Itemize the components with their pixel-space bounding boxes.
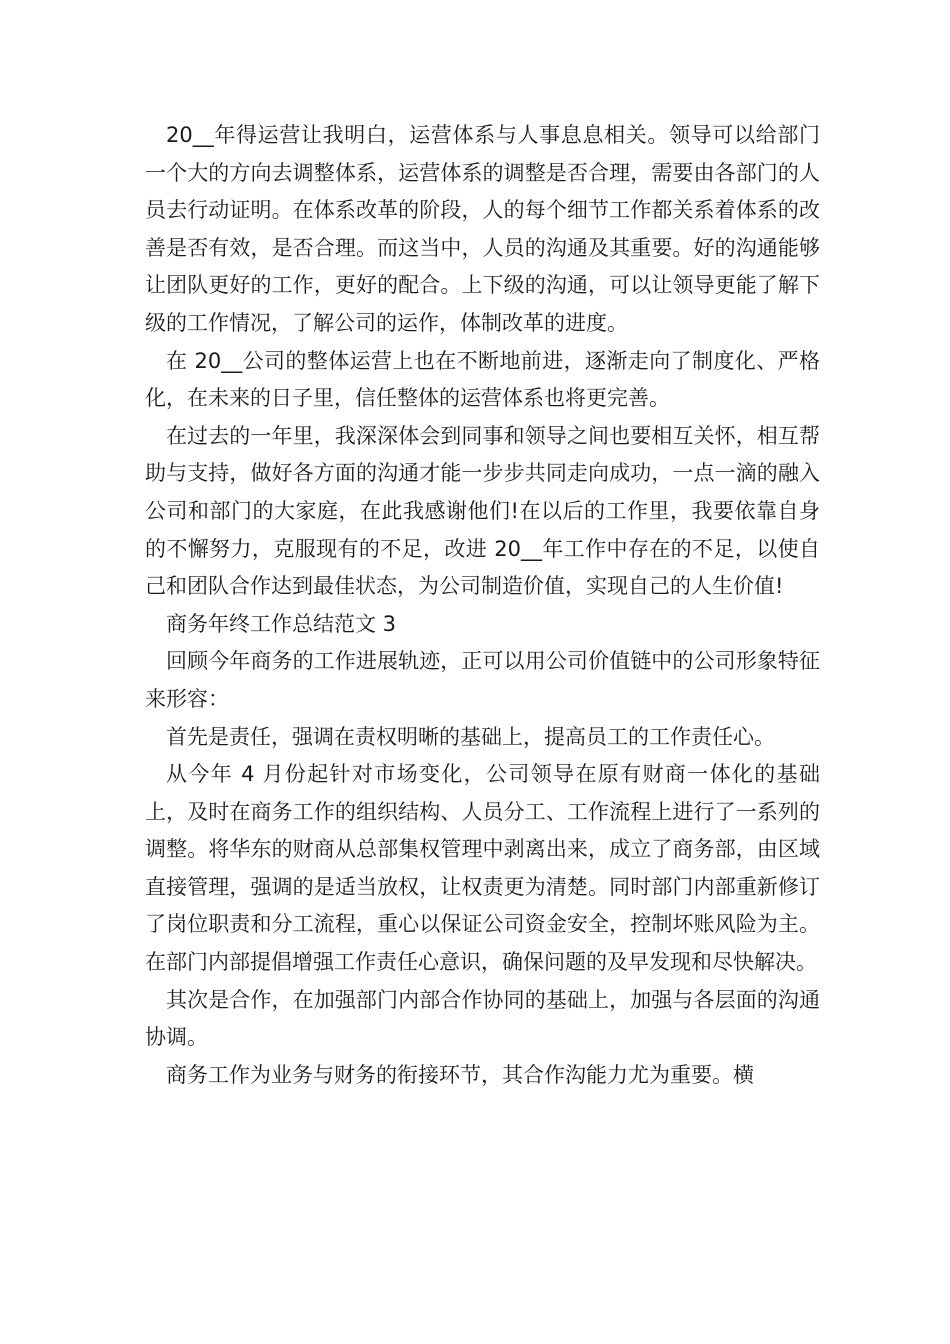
paragraph-review-intro: 回顾今年商务的工作进展轨迹，正可以用公司价值链中的公司形象特征来形容： <box>145 649 820 711</box>
paragraph-responsibility: 首先是责任，强调在责权明晰的基础上，提高员工的工作责任心。 <box>166 724 775 749</box>
paragraph-restructuring: 从今年 4 月份起针对市场变化，公司领导在原有财商一体化的基础上，及时在商务工作的组织结构、人员分工、工作流程上进行了一系列的调整。将华东的财商从总部集权管理中剥离出来，成立了商务部，由区域直接管理，强调的是适当放权，让权责更为清楚。同时部门内部重新修订了岗位职责和分工流程，重心以保证公司资金安全，控制坏账风险为主。在部门内部提倡增强工作责任心意识，确保问题的及早发现和尽快解决。 <box>145 762 820 975</box>
section-heading: 商务年终工作总结范文 3 <box>166 611 397 636</box>
document-page <box>145 117 820 1094</box>
paragraph-cooperation: 其次是合作，在加强部门内部合作协同的基础上，加强与各层面的沟通协调。 <box>145 987 820 1050</box>
paragraph-past-year-thanks: 在过去的一年里，我深深体会到同事和领导之间也要相互关怀，相互帮助与支持，做好各方面的沟通才能一步步共同走向成功，一点一滴的融入公司和部门的大家庭，在此我感谢他们!在以后的工作里，我要依靠自身的不懈努力，克服现有的不足，改进 20__年工作中存在的不足，以使自己和团队合作达到最佳状态，为公司制造价值，实现自己的人生价值! <box>145 423 820 599</box>
paragraph-operations-system: 20__年得运营让我明白，运营体系与人事息息相关。领导可以给部门一个大的方向去调整体系，运营体系的调整是否合理，需要由各部门的人员去行动证明。在体系改革的阶段，人的每个细节工作都关系着体系的改善是否有效，是否合理。而这当中，人员的沟通及其重要。好的沟通能够让团队更好的工作，更好的配合。上下级的沟通，可以让领导更能了解下级的工作情况，了解公司的运作，体制改革的进度。 <box>145 123 820 335</box>
paragraph-commerce-role: 商务工作为业务与财务的衔接环节，其合作沟能力尤为重要。横 <box>166 1062 754 1087</box>
paragraph-company-progress: 在 20__公司的整体运营上也在不断地前进，逐渐走向了制度化、严格化，在未来的日子里，信任整体的运营体系也将更完善。 <box>145 348 820 411</box>
